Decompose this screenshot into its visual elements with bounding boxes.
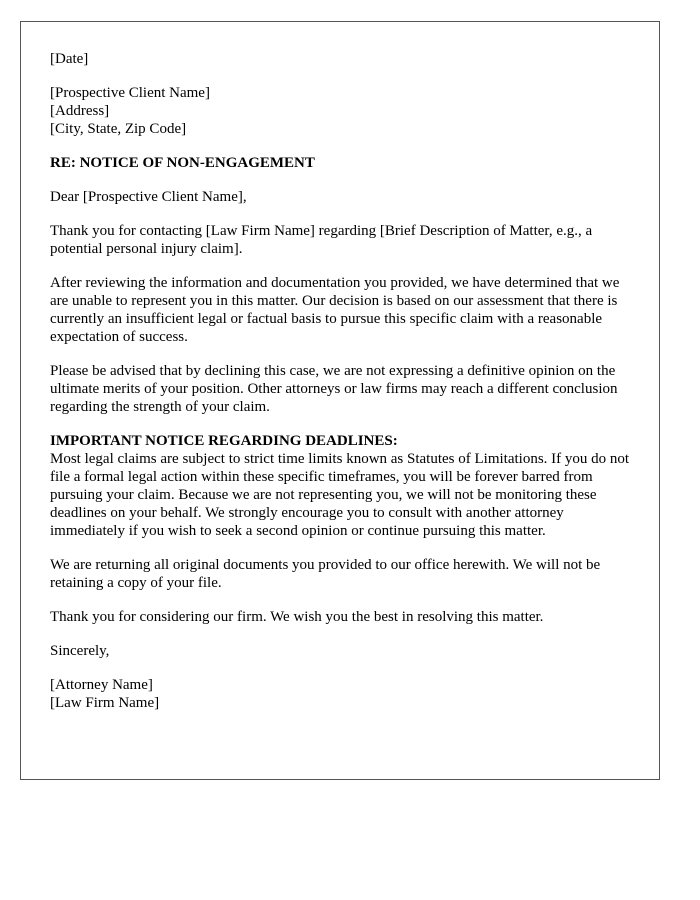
deadline-notice [50, 432, 631, 540]
deadline-heading: IMPORTANT NOTICE REGARDING DEADLINES: [50, 433, 398, 449]
signature-block [50, 676, 631, 712]
recipient-address: [Address] [50, 103, 110, 119]
letter-page [20, 21, 660, 780]
deadline-body: Most legal claims are subject to strict time limits known as Statutes of Limitations. If you do not file a formal legal action within these specific timeframes, you will be forever barred from pursuing your claim. Because we are not representing you, we will not be monitoring these deadlines on your behalf. We strongly encourage you to consult with another attorney immediately if you wish to seek a second opinion or continue pursuing this matter. [50, 451, 630, 539]
letter-date: [Date] [50, 51, 89, 67]
recipient-city-state-zip: [City, State, Zip Code] [50, 121, 187, 137]
salutation: Dear [Prospective Client Name], [50, 189, 247, 205]
closing: Sincerely, [50, 643, 110, 659]
paragraph-intro: Thank you for contacting [Law Firm Name] regarding [Brief Description of Matter, e.g., a potential personal injury claim]. [50, 223, 593, 257]
signature-attorney: [Attorney Name] [50, 677, 153, 693]
recipient-name: [Prospective Client Name] [50, 85, 210, 101]
subject-line: RE: NOTICE OF NON-ENGAGEMENT [50, 155, 315, 171]
paragraph-documents: We are returning all original documents you provided to our office herewith. We will not be retaining a copy of your file. [50, 557, 601, 591]
signature-firm: [Law Firm Name] [50, 695, 160, 711]
paragraph-merits: Please be advised that by declining this case, we are not expressing a definitive opinion on the ultimate merits of your position. Other attorneys or law firms may reach a different conclusion regarding the strength of your claim. [50, 363, 618, 415]
paragraph-thanks: Thank you for considering our firm. We wish you the best in resolving this matter. [50, 609, 544, 625]
recipient-block [50, 84, 631, 138]
paragraph-decision: After reviewing the information and documentation you provided, we have determined that we are unable to represent you in this matter. Our decision is based on our assessment that there is currently an insufficient legal or factual basis to pursue this specific claim with a reasonable expectation of success. [50, 275, 620, 345]
